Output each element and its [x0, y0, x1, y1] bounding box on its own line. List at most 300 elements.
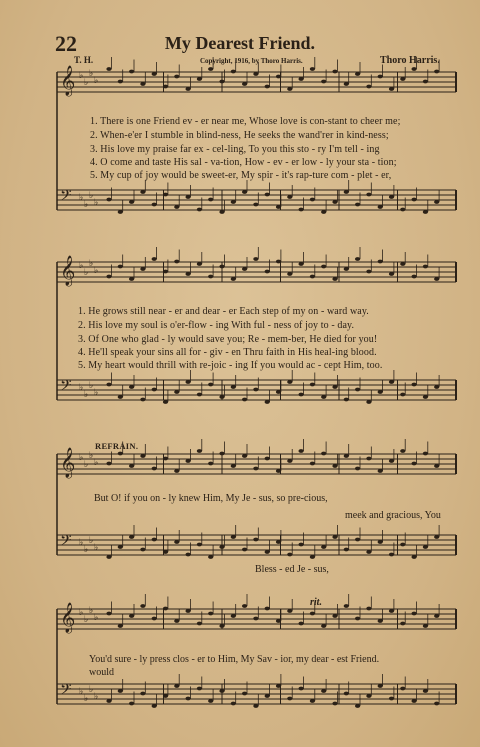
- flat-icon: ♭: [94, 76, 99, 86]
- note-head: [174, 390, 179, 394]
- note-head: [140, 190, 145, 194]
- note-head: [242, 604, 247, 608]
- note-head: [253, 538, 258, 542]
- note-head: [344, 692, 349, 696]
- author-initials: T. H.: [74, 55, 94, 65]
- verse-line: 5. My heart would thrill with re-joic - ing If you would ac - cept Him, too.: [78, 360, 383, 371]
- note-head: [412, 67, 417, 71]
- note-head: [378, 260, 383, 264]
- note-head: [186, 553, 191, 557]
- verse-line: 4. He'll speak your sins all for - giv - en Thru faith in His heal-ing blood.: [78, 347, 377, 358]
- flat-icon: ♭: [79, 538, 84, 548]
- note-head: [321, 265, 326, 269]
- note-head: [355, 467, 360, 471]
- flat-icon: ♭: [84, 545, 89, 555]
- note-head: [423, 689, 428, 693]
- note-head: [242, 398, 247, 402]
- note-head: [344, 267, 349, 271]
- note-head: [366, 550, 371, 554]
- note-head: [355, 538, 360, 542]
- verse-line: 2. His love my soul is o'er-flow - ing With ful - ness of joy to - day.: [78, 320, 355, 331]
- note-head: [400, 77, 405, 81]
- note-head: [434, 535, 439, 539]
- note-head: [434, 277, 439, 281]
- note-head: [129, 277, 134, 281]
- note-head: [242, 82, 247, 86]
- flat-icon: ♭: [89, 606, 94, 616]
- note-head: [299, 622, 304, 626]
- note-head: [163, 694, 168, 698]
- note-head: [378, 684, 383, 688]
- note-head: [412, 699, 417, 703]
- note-head: [310, 383, 315, 387]
- note-head: [321, 624, 326, 628]
- flat-icon: ♭: [84, 268, 89, 278]
- note-head: [400, 208, 405, 212]
- note-head: [197, 393, 202, 397]
- refrain-lyric-line: But O! if you on - ly knew Him, My Je - sus, so pre-cious,: [94, 493, 328, 504]
- note-head: [434, 385, 439, 389]
- note-head: [265, 400, 270, 404]
- note-head: [118, 395, 123, 399]
- flat-icon: ♭: [94, 458, 99, 468]
- note-head: [152, 72, 157, 76]
- note-head: [186, 697, 191, 701]
- note-head: [140, 398, 145, 402]
- verse-line: 1. He grows still near - er and dear - er Each step of my on - ward way.: [78, 306, 369, 317]
- note-head: [219, 395, 224, 399]
- flat-icon: ♭: [79, 383, 84, 393]
- note-head: [163, 270, 168, 274]
- note-head: [129, 200, 134, 204]
- note-head: [265, 694, 270, 698]
- note-head: [423, 210, 428, 214]
- note-head: [106, 198, 111, 202]
- note-head: [152, 203, 157, 207]
- flat-icon: ♭: [79, 71, 84, 81]
- note-head: [412, 612, 417, 616]
- flat-icon: ♭: [79, 261, 84, 271]
- note-head: [186, 459, 191, 463]
- refrain-bass-words: Bless - ed Je - sus,: [255, 564, 329, 575]
- note-head: [378, 469, 383, 473]
- note-head: [265, 270, 270, 274]
- note-head: [321, 395, 326, 399]
- note-head: [242, 454, 247, 458]
- flat-icon: ♭: [84, 78, 89, 88]
- note-head: [412, 198, 417, 202]
- note-head: [287, 459, 292, 463]
- verse-line: 3. His love my praise far ex - cel-ling, To you this sto - ry I'm tell - ing: [90, 144, 380, 155]
- treble-clef-icon: 𝄞: [60, 66, 76, 96]
- note-head: [152, 538, 157, 542]
- bass-clef-icon: 𝄢: [60, 377, 72, 398]
- note-head: [163, 85, 168, 89]
- note-head: [253, 704, 258, 708]
- flat-icon: ♭: [89, 381, 94, 391]
- refrain-label: REFRAIN.: [95, 441, 139, 451]
- note-head: [355, 704, 360, 708]
- note-head: [186, 272, 191, 276]
- flat-icon: ♭: [94, 198, 99, 208]
- note-head: [129, 464, 134, 468]
- note-head: [152, 257, 157, 261]
- note-head: [355, 203, 360, 207]
- note-head: [231, 464, 236, 468]
- flat-icon: ♭: [94, 543, 99, 553]
- note-head: [253, 257, 258, 261]
- refrain-alto-words: meek and gracious, You: [345, 510, 441, 521]
- note-head: [242, 548, 247, 552]
- note-head: [242, 267, 247, 271]
- bass-clef-icon: 𝄢: [60, 187, 72, 208]
- note-head: [355, 388, 360, 392]
- note-head: [129, 70, 134, 74]
- note-head: [412, 555, 417, 559]
- note-head: [366, 400, 371, 404]
- note-head: [253, 203, 258, 207]
- note-head: [106, 462, 111, 466]
- note-head: [197, 262, 202, 266]
- note-head: [174, 260, 179, 264]
- note-head: [287, 87, 292, 91]
- note-head: [118, 624, 123, 628]
- note-head: [265, 193, 270, 197]
- hymn-number: 22: [55, 31, 77, 56]
- note-head: [242, 692, 247, 696]
- note-head: [219, 210, 224, 214]
- note-head: [276, 469, 281, 473]
- flat-icon: ♭: [94, 613, 99, 623]
- note-head: [366, 270, 371, 274]
- note-head: [310, 67, 315, 71]
- note-head: [140, 82, 145, 86]
- note-head: [287, 380, 292, 384]
- copyright-notice: Copyright, 1916, by Thoro Harris.: [200, 57, 303, 65]
- note-head: [106, 612, 111, 616]
- note-head: [355, 617, 360, 621]
- note-head: [434, 70, 439, 74]
- note-head: [434, 200, 439, 204]
- note-head: [163, 607, 168, 611]
- note-head: [163, 550, 168, 554]
- note-head: [231, 535, 236, 539]
- hymn-title: My Dearest Friend.: [164, 33, 316, 53]
- note-head: [378, 75, 383, 79]
- note-head: [344, 398, 349, 402]
- note-head: [400, 449, 405, 453]
- note-head: [276, 205, 281, 209]
- note-head: [400, 393, 405, 397]
- note-head: [310, 275, 315, 279]
- note-head: [219, 80, 224, 84]
- note-head: [287, 609, 292, 613]
- note-head: [434, 614, 439, 618]
- note-head: [186, 87, 191, 91]
- note-head: [423, 80, 428, 84]
- refrain-alto-words: would: [89, 667, 114, 678]
- note-head: [400, 543, 405, 547]
- flat-icon: ♭: [89, 259, 94, 269]
- note-head: [389, 380, 394, 384]
- note-head: [332, 464, 337, 468]
- note-head: [434, 464, 439, 468]
- note-head: [106, 555, 111, 559]
- verse-line: 2. When-e'er I stumble in blind-ness, He seeks the wand'rer in kind-ness;: [90, 130, 389, 141]
- flat-icon: ♭: [89, 685, 94, 695]
- note-head: [400, 622, 405, 626]
- note-head: [389, 272, 394, 276]
- note-head: [152, 467, 157, 471]
- note-head: [106, 383, 111, 387]
- note-head: [412, 275, 417, 279]
- note-head: [344, 190, 349, 194]
- note-head: [321, 80, 326, 84]
- note-head: [389, 87, 394, 91]
- note-head: [412, 383, 417, 387]
- note-head: [208, 612, 213, 616]
- note-head: [118, 689, 123, 693]
- note-head: [287, 272, 292, 276]
- note-head: [208, 383, 213, 387]
- note-head: [299, 687, 304, 691]
- note-head: [208, 555, 213, 559]
- note-head: [163, 400, 168, 404]
- note-head: [265, 550, 270, 554]
- note-head: [321, 452, 326, 456]
- note-head: [332, 200, 337, 204]
- refrain-lyric-line: You'd sure - ly press clos - er to Him, My Sav - ior, my dear - est Friend.: [89, 654, 380, 665]
- note-head: [197, 543, 202, 547]
- flat-icon: ♭: [79, 608, 84, 618]
- note-head: [231, 70, 236, 74]
- note-head: [219, 624, 224, 628]
- note-head: [332, 702, 337, 706]
- note-head: [276, 619, 281, 623]
- note-head: [423, 395, 428, 399]
- note-head: [129, 702, 134, 706]
- note-head: [197, 622, 202, 626]
- flat-icon: ♭: [89, 451, 94, 461]
- note-head: [423, 452, 428, 456]
- note-head: [389, 697, 394, 701]
- note-head: [287, 553, 292, 557]
- note-head: [310, 555, 315, 559]
- note-head: [253, 72, 258, 76]
- note-head: [208, 462, 213, 466]
- note-head: [140, 692, 145, 696]
- note-head: [366, 85, 371, 89]
- note-head: [344, 604, 349, 608]
- note-head: [129, 535, 134, 539]
- flat-icon: ♭: [94, 266, 99, 276]
- treble-clef-icon: 𝄞: [60, 256, 76, 286]
- note-head: [265, 85, 270, 89]
- flat-icon: ♭: [89, 69, 94, 79]
- note-head: [231, 702, 236, 706]
- note-head: [434, 702, 439, 706]
- note-head: [423, 265, 428, 269]
- note-head: [423, 624, 428, 628]
- note-head: [366, 694, 371, 698]
- note-head: [140, 548, 145, 552]
- note-head: [276, 75, 281, 79]
- note-head: [174, 205, 179, 209]
- note-head: [355, 72, 360, 76]
- note-head: [186, 195, 191, 199]
- note-head: [174, 619, 179, 623]
- note-head: [208, 275, 213, 279]
- note-head: [378, 619, 383, 623]
- flat-icon: ♭: [89, 536, 94, 546]
- note-head: [231, 614, 236, 618]
- note-head: [174, 540, 179, 544]
- note-head: [208, 67, 213, 71]
- note-head: [389, 195, 394, 199]
- note-head: [321, 545, 326, 549]
- note-head: [344, 82, 349, 86]
- note-head: [299, 262, 304, 266]
- note-head: [118, 265, 123, 269]
- note-head: [118, 80, 123, 84]
- note-head: [400, 687, 405, 691]
- note-head: [299, 77, 304, 81]
- note-head: [344, 548, 349, 552]
- note-head: [118, 210, 123, 214]
- note-head: [219, 265, 224, 269]
- note-head: [265, 457, 270, 461]
- note-head: [355, 257, 360, 261]
- note-head: [276, 684, 281, 688]
- note-head: [152, 617, 157, 621]
- note-head: [253, 388, 258, 392]
- flat-icon: ♭: [84, 460, 89, 470]
- note-head: [310, 612, 315, 616]
- note-head: [366, 607, 371, 611]
- flat-icon: ♭: [84, 200, 89, 210]
- note-head: [389, 609, 394, 613]
- note-head: [299, 393, 304, 397]
- note-head: [208, 699, 213, 703]
- note-head: [106, 67, 111, 71]
- flat-icon: ♭: [84, 390, 89, 400]
- note-head: [310, 699, 315, 703]
- note-head: [299, 208, 304, 212]
- note-head: [140, 604, 145, 608]
- note-head: [186, 380, 191, 384]
- note-head: [231, 277, 236, 281]
- note-head: [344, 454, 349, 458]
- note-head: [174, 469, 179, 473]
- note-head: [332, 614, 337, 618]
- note-head: [253, 467, 258, 471]
- note-head: [310, 462, 315, 466]
- note-head: [219, 689, 224, 693]
- note-head: [321, 689, 326, 693]
- note-head: [118, 452, 123, 456]
- treble-clef-icon: 𝄞: [60, 603, 76, 633]
- note-head: [287, 195, 292, 199]
- note-head: [378, 205, 383, 209]
- note-head: [219, 452, 224, 456]
- note-head: [276, 540, 281, 544]
- note-head: [332, 70, 337, 74]
- flat-icon: ♭: [94, 388, 99, 398]
- flat-icon: ♭: [84, 615, 89, 625]
- note-head: [174, 75, 179, 79]
- note-head: [140, 454, 145, 458]
- flat-icon: ♭: [84, 694, 89, 704]
- note-head: [197, 208, 202, 212]
- verse-line: 1. There is one Friend ev - er near me, Whose love is con-stant to cheer me;: [90, 116, 401, 127]
- note-head: [197, 77, 202, 81]
- treble-clef-icon: 𝄞: [60, 448, 76, 478]
- note-head: [276, 390, 281, 394]
- note-head: [118, 545, 123, 549]
- note-head: [366, 193, 371, 197]
- note-head: [389, 553, 394, 557]
- note-head: [106, 275, 111, 279]
- note-head: [299, 449, 304, 453]
- note-head: [197, 687, 202, 691]
- bass-clef-icon: 𝄢: [60, 532, 72, 553]
- note-head: [163, 457, 168, 461]
- note-head: [287, 697, 292, 701]
- note-head: [163, 193, 168, 197]
- note-head: [412, 462, 417, 466]
- note-head: [231, 385, 236, 389]
- note-head: [332, 535, 337, 539]
- note-head: [129, 385, 134, 389]
- ritardando-mark: rit.: [310, 597, 322, 608]
- flat-icon: ♭: [79, 453, 84, 463]
- bass-clef-icon: 𝄢: [60, 681, 72, 702]
- note-head: [400, 262, 405, 266]
- flat-icon: ♭: [79, 193, 84, 203]
- flat-icon: ♭: [89, 191, 94, 201]
- note-head: [423, 545, 428, 549]
- note-head: [276, 260, 281, 264]
- note-head: [152, 388, 157, 392]
- note-head: [253, 617, 258, 621]
- note-head: [106, 699, 111, 703]
- note-head: [242, 190, 247, 194]
- flat-icon: ♭: [79, 687, 84, 697]
- note-head: [321, 210, 326, 214]
- note-head: [299, 543, 304, 547]
- note-head: [332, 277, 337, 281]
- note-head: [186, 609, 191, 613]
- note-head: [310, 198, 315, 202]
- note-head: [265, 607, 270, 611]
- composer-name: Thoro Harris.: [380, 55, 440, 66]
- flat-icon: ♭: [94, 692, 99, 702]
- note-head: [152, 704, 157, 708]
- note-head: [366, 457, 371, 461]
- note-head: [174, 684, 179, 688]
- verse-line: 5. My cup of joy would be sweet-er, My spir - it's rap-ture com - plet - er,: [90, 170, 392, 181]
- note-head: [378, 540, 383, 544]
- note-head: [140, 267, 145, 271]
- note-head: [219, 545, 224, 549]
- note-head: [129, 614, 134, 618]
- verse-line: 4. O come and taste His sal - va-tion, How - ev - er low - ly your sta - tion;: [90, 157, 397, 168]
- note-head: [378, 390, 383, 394]
- note-head: [389, 459, 394, 463]
- note-head: [332, 385, 337, 389]
- note-head: [197, 449, 202, 453]
- verse-line: 3. Of One who glad - ly would save you; Re - mem-ber, He died for you!: [78, 334, 378, 345]
